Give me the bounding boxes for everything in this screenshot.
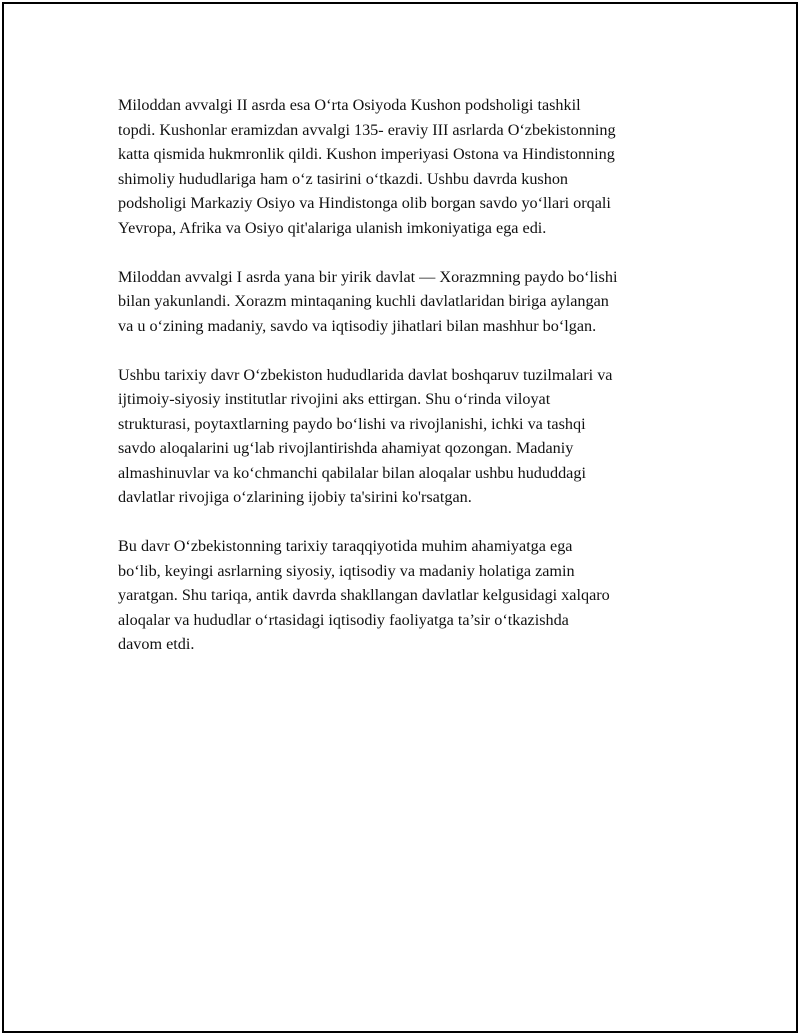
- paragraph-history-period: [118, 363, 692, 510]
- text-line: podsholigi Markaziy Osiyo va Hindistonga olib borgan savdo yo‘llari orqali: [118, 194, 611, 212]
- text-line: va u o‘zining madaniy, savdo va iqtisodiy jihatlari bilan mashhur bo‘lgan.: [118, 316, 597, 335]
- text-line: aloqalar va hududlar o‘rtasidagi iqtisodiy faoliyatga ta’sir o‘tkazishda: [118, 610, 569, 629]
- text-line: topdi. Kushonlar eramizdan avvalgi 135- eraviy III asrlarda O‘zbekistonning: [118, 120, 616, 139]
- text-line: Miloddan avvalgi II asrda esa O‘rta Osiyoda Kushon podsholigi tashkil: [118, 96, 581, 114]
- text-line: Bu davr O‘zbekistonning tarixiy taraqqiyotida muhim ahamiyatga ega: [118, 537, 573, 555]
- paragraph-kushon: [118, 93, 692, 240]
- text-line: bilan yakunlandi. Xorazm mintaqaning kuchli davlatlaridan biriga aylangan: [118, 292, 609, 310]
- text-line: shimoliy hududlariga ham o‘z tasirini o‘tkazdi. Ushbu davrda kushon: [118, 169, 569, 188]
- text-line: yaratgan. Shu tariqa, antik davrda shakllangan davlatlar kelgusidagi xalqaro: [118, 586, 610, 604]
- text-line: Yevropa, Afrika va Osiyo qit'alariga ulanish imkoniyatiga ega edi.: [118, 218, 547, 237]
- text-line: bo‘lib, keyingi asrlarning siyosiy, iqtisodiy va madaniy holatiga zamin: [118, 561, 575, 580]
- text-line: strukturasi, poytaxtlarning paydo bo‘lishi va rivojlanishi, ichki va tashqi: [118, 414, 586, 433]
- paragraph-xorazm: [118, 265, 692, 339]
- text-line: savdo aloqalarini ug‘lab rivojlantirishda ahamiyat qozongan. Madaniy: [118, 439, 574, 457]
- document-body: [118, 93, 692, 681]
- text-line: almashinuvlar va ko‘chmanchi qabilalar bilan aloqalar ushbu hududdagi: [118, 463, 586, 482]
- text-line: ijtimoiy-siyosiy institutlar rivojini aks ettirgan. Shu o‘rinda viloyat: [118, 390, 551, 408]
- text-line: Miloddan avvalgi I asrda yana bir yirik davlat — Xorazmning paydo bo‘lishi: [118, 267, 618, 286]
- text-line: davom etdi.: [118, 635, 195, 653]
- text-line: katta qismida hukmronlik qildi. Kushon imperiyasi Ostona va Hindistonning: [118, 145, 615, 163]
- text-line: Ushbu tarixiy davr O‘zbekiston hududlarida davlat boshqaruv tuzilmalari va: [118, 365, 613, 384]
- paragraph-conclusion: [118, 534, 692, 657]
- text-line: davlatlar rivojiga o‘zlarining ijobiy ta'sirini ko'rsatgan.: [118, 488, 472, 506]
